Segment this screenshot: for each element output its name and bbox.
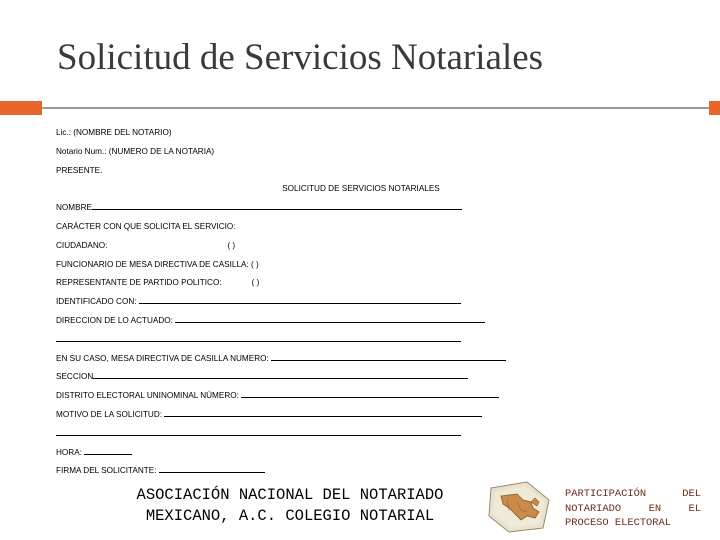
hora-field[interactable] (84, 445, 132, 455)
notary-number-line: Notario Num.: (NUMERO DE LA NOTARIA) (56, 146, 215, 156)
form-title: SOLICITUD DE SERVICIOS NOTARIALES (282, 184, 440, 194)
firma-label: FIRMA DEL SOLICITANTE: (56, 466, 157, 476)
identificado-field[interactable] (139, 294, 461, 304)
caracter-label: CARÁCTER CON QUE SOLICITA EL SERVICIO: (56, 221, 236, 231)
representante-checkbox[interactable]: ( ) (251, 278, 260, 288)
representante-label: REPRESENTANTE DE PARTIDO POLITICO: (56, 278, 222, 288)
mesa-directiva-field[interactable] (271, 351, 506, 361)
title-divider (42, 107, 720, 109)
direccion-field[interactable] (175, 313, 485, 323)
seccion-label: SECCION (56, 372, 94, 382)
motivo-field-continued[interactable] (56, 426, 461, 436)
hora-label: HORA: (56, 447, 82, 457)
ciudadano-checkbox[interactable]: ( ) (227, 240, 236, 250)
notary-name-line: Lic.: (NOMBRE DEL NOTARIO) (56, 128, 172, 137)
distrito-field[interactable] (241, 388, 499, 398)
seccion-field[interactable] (93, 369, 468, 379)
distrito-label: DISTRITO ELECTORAL UNINOMINAL NÚMERO: (56, 391, 239, 401)
organization-name (104, 485, 476, 527)
accent-bar-left (0, 101, 42, 115)
firma-field[interactable] (159, 463, 265, 473)
right-line-1: PARTICIPACIÓN DEL (565, 488, 701, 500)
page-title: Solicitud de Servicios Notariales (57, 37, 544, 78)
ciudadano-label: CIUDADANO: (56, 240, 108, 250)
organization-line-2: MEXICANO, A.C. COLEGIO NOTARIAL (145, 507, 435, 525)
direccion-field-continued[interactable] (56, 332, 461, 342)
electoral-participation-text (565, 487, 701, 531)
mexico-map-logo-icon (487, 478, 553, 534)
service-request-form (56, 124, 526, 481)
right-line-2: NOTARIADO EN EL (565, 502, 701, 515)
motivo-label: MOTIVO DE LA SOLICITUD: (56, 409, 163, 419)
nombre-field[interactable] (92, 200, 462, 210)
organization-line-1: ASOCIACIÓN NACIONAL DEL NOTARIADO (136, 486, 444, 504)
mesa-directiva-label: EN SU CASO, MESA DIRECTIVA DE CASILLA NUMERO: (56, 353, 269, 363)
identificado-label: IDENTIFICADO CON: (56, 297, 137, 307)
direccion-label: DIRECCION DE LO ACTUADO: (56, 315, 173, 325)
accent-bar-right (709, 101, 720, 115)
motivo-field[interactable] (164, 407, 482, 417)
right-line-3: PROCESO ELECTORAL (565, 517, 672, 529)
funcionario-label: FUNCIONARIO DE MESA DIRECTIVA DE CASILLA: ( ) (56, 259, 259, 269)
presente-line: PRESENTE. (56, 165, 103, 175)
nombre-label: NOMBRE (56, 203, 92, 213)
